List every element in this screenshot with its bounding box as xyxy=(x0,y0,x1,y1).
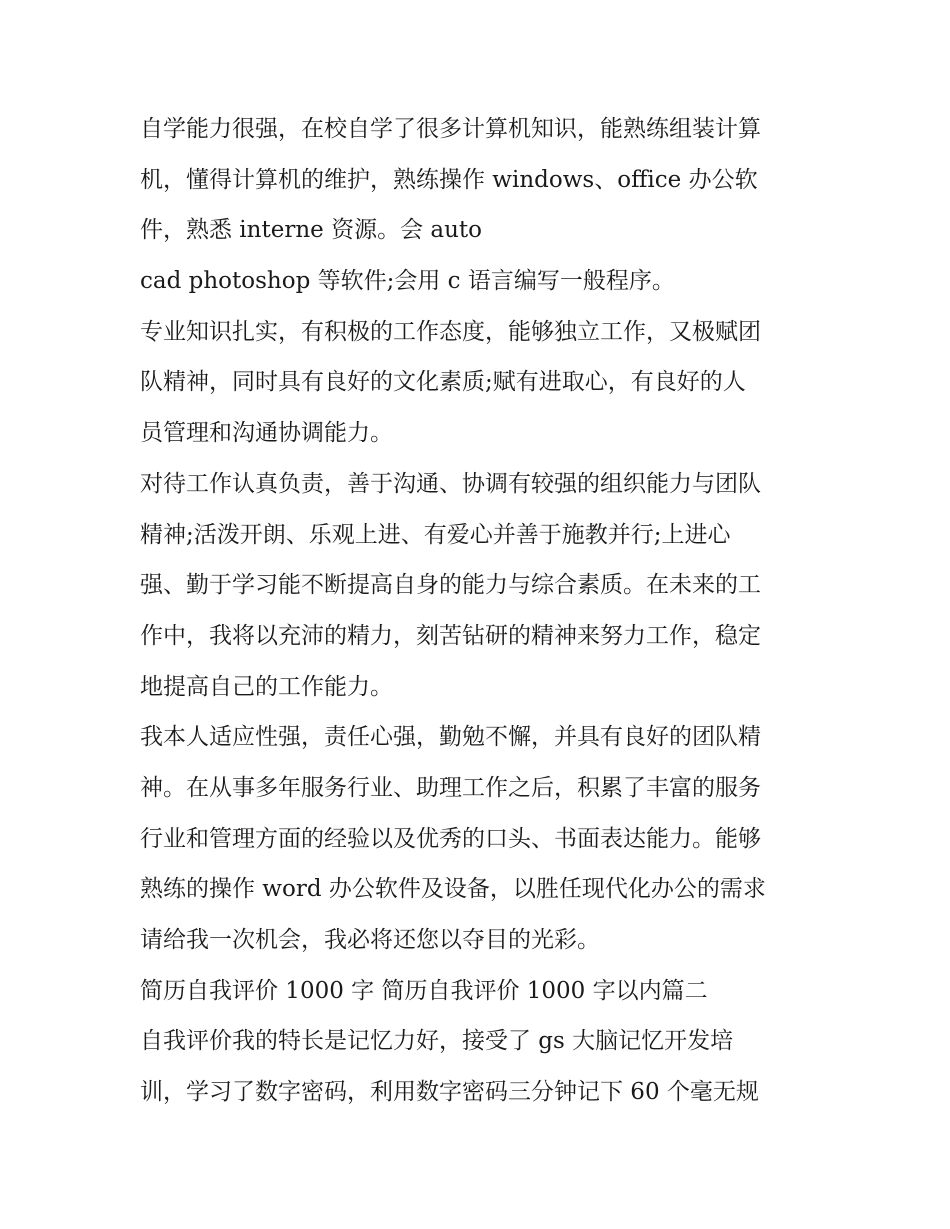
section-heading: 简历自我评价 1000 字 简历自我评价 1000 字以内篇二 xyxy=(140,977,708,1004)
document-body xyxy=(140,104,830,1118)
text-line: 神。在从事多年服务行业、助理工作之后，积累了丰富的服务 xyxy=(140,774,761,801)
text-line: 机，懂得计算机的维护，熟练操作 windows、office 办公软 xyxy=(140,166,758,193)
text-line: 员管理和沟通协调能力。 xyxy=(140,420,393,447)
text-line: 强、勤于学习能不断提高自身的能力与综合素质。在未来的工 xyxy=(140,572,761,599)
text-line: 熟练的操作 word 办公软件及设备，以胜任现代化办公的需求 xyxy=(140,876,766,903)
text-line: 我本人适应性强，责任心强，勤勉不懈，并具有良好的团队精 xyxy=(140,724,761,751)
text-line: 训，学习了数字密码，利用数字密码三分钟记下 60 个毫无规 xyxy=(140,1079,759,1106)
text-line: 队精神，同时具有良好的文化素质;赋有进取心，有良好的人 xyxy=(140,369,746,396)
text-line: 自我评价我的特长是记忆力好，接受了 gs 大脑记忆开发培 xyxy=(140,1028,734,1055)
text-line: 请给我一次机会，我必将还您以夺目的光彩。 xyxy=(140,927,600,953)
text-line: 自学能力很强，在校自学了很多计算机知识，能熟练组装计算 xyxy=(140,116,761,142)
text-line: 件，熟悉 interne 资源。会 auto xyxy=(140,217,482,244)
text-line: 行业和管理方面的经验以及优秀的口头、书面表达能力。能够 xyxy=(140,825,761,852)
text-line: 作中，我将以充沛的精力，刻苦钻研的精神来努力工作，稳定 xyxy=(140,622,761,649)
text-line: 地提高自己的工作能力。 xyxy=(140,673,393,700)
text-line: 精神;活泼开朗、乐观上进、有爱心并善于施教并行;上进心 xyxy=(140,521,731,548)
text-line: cad photoshop 等软件;会用 c 语言编写一般程序。 xyxy=(140,268,675,295)
text-line: 专业知识扎实，有积极的工作态度，能够独立工作，又极赋团 xyxy=(140,318,761,345)
text-line: 对待工作认真负责，善于沟通、协调有较强的组织能力与团队 xyxy=(140,470,761,497)
